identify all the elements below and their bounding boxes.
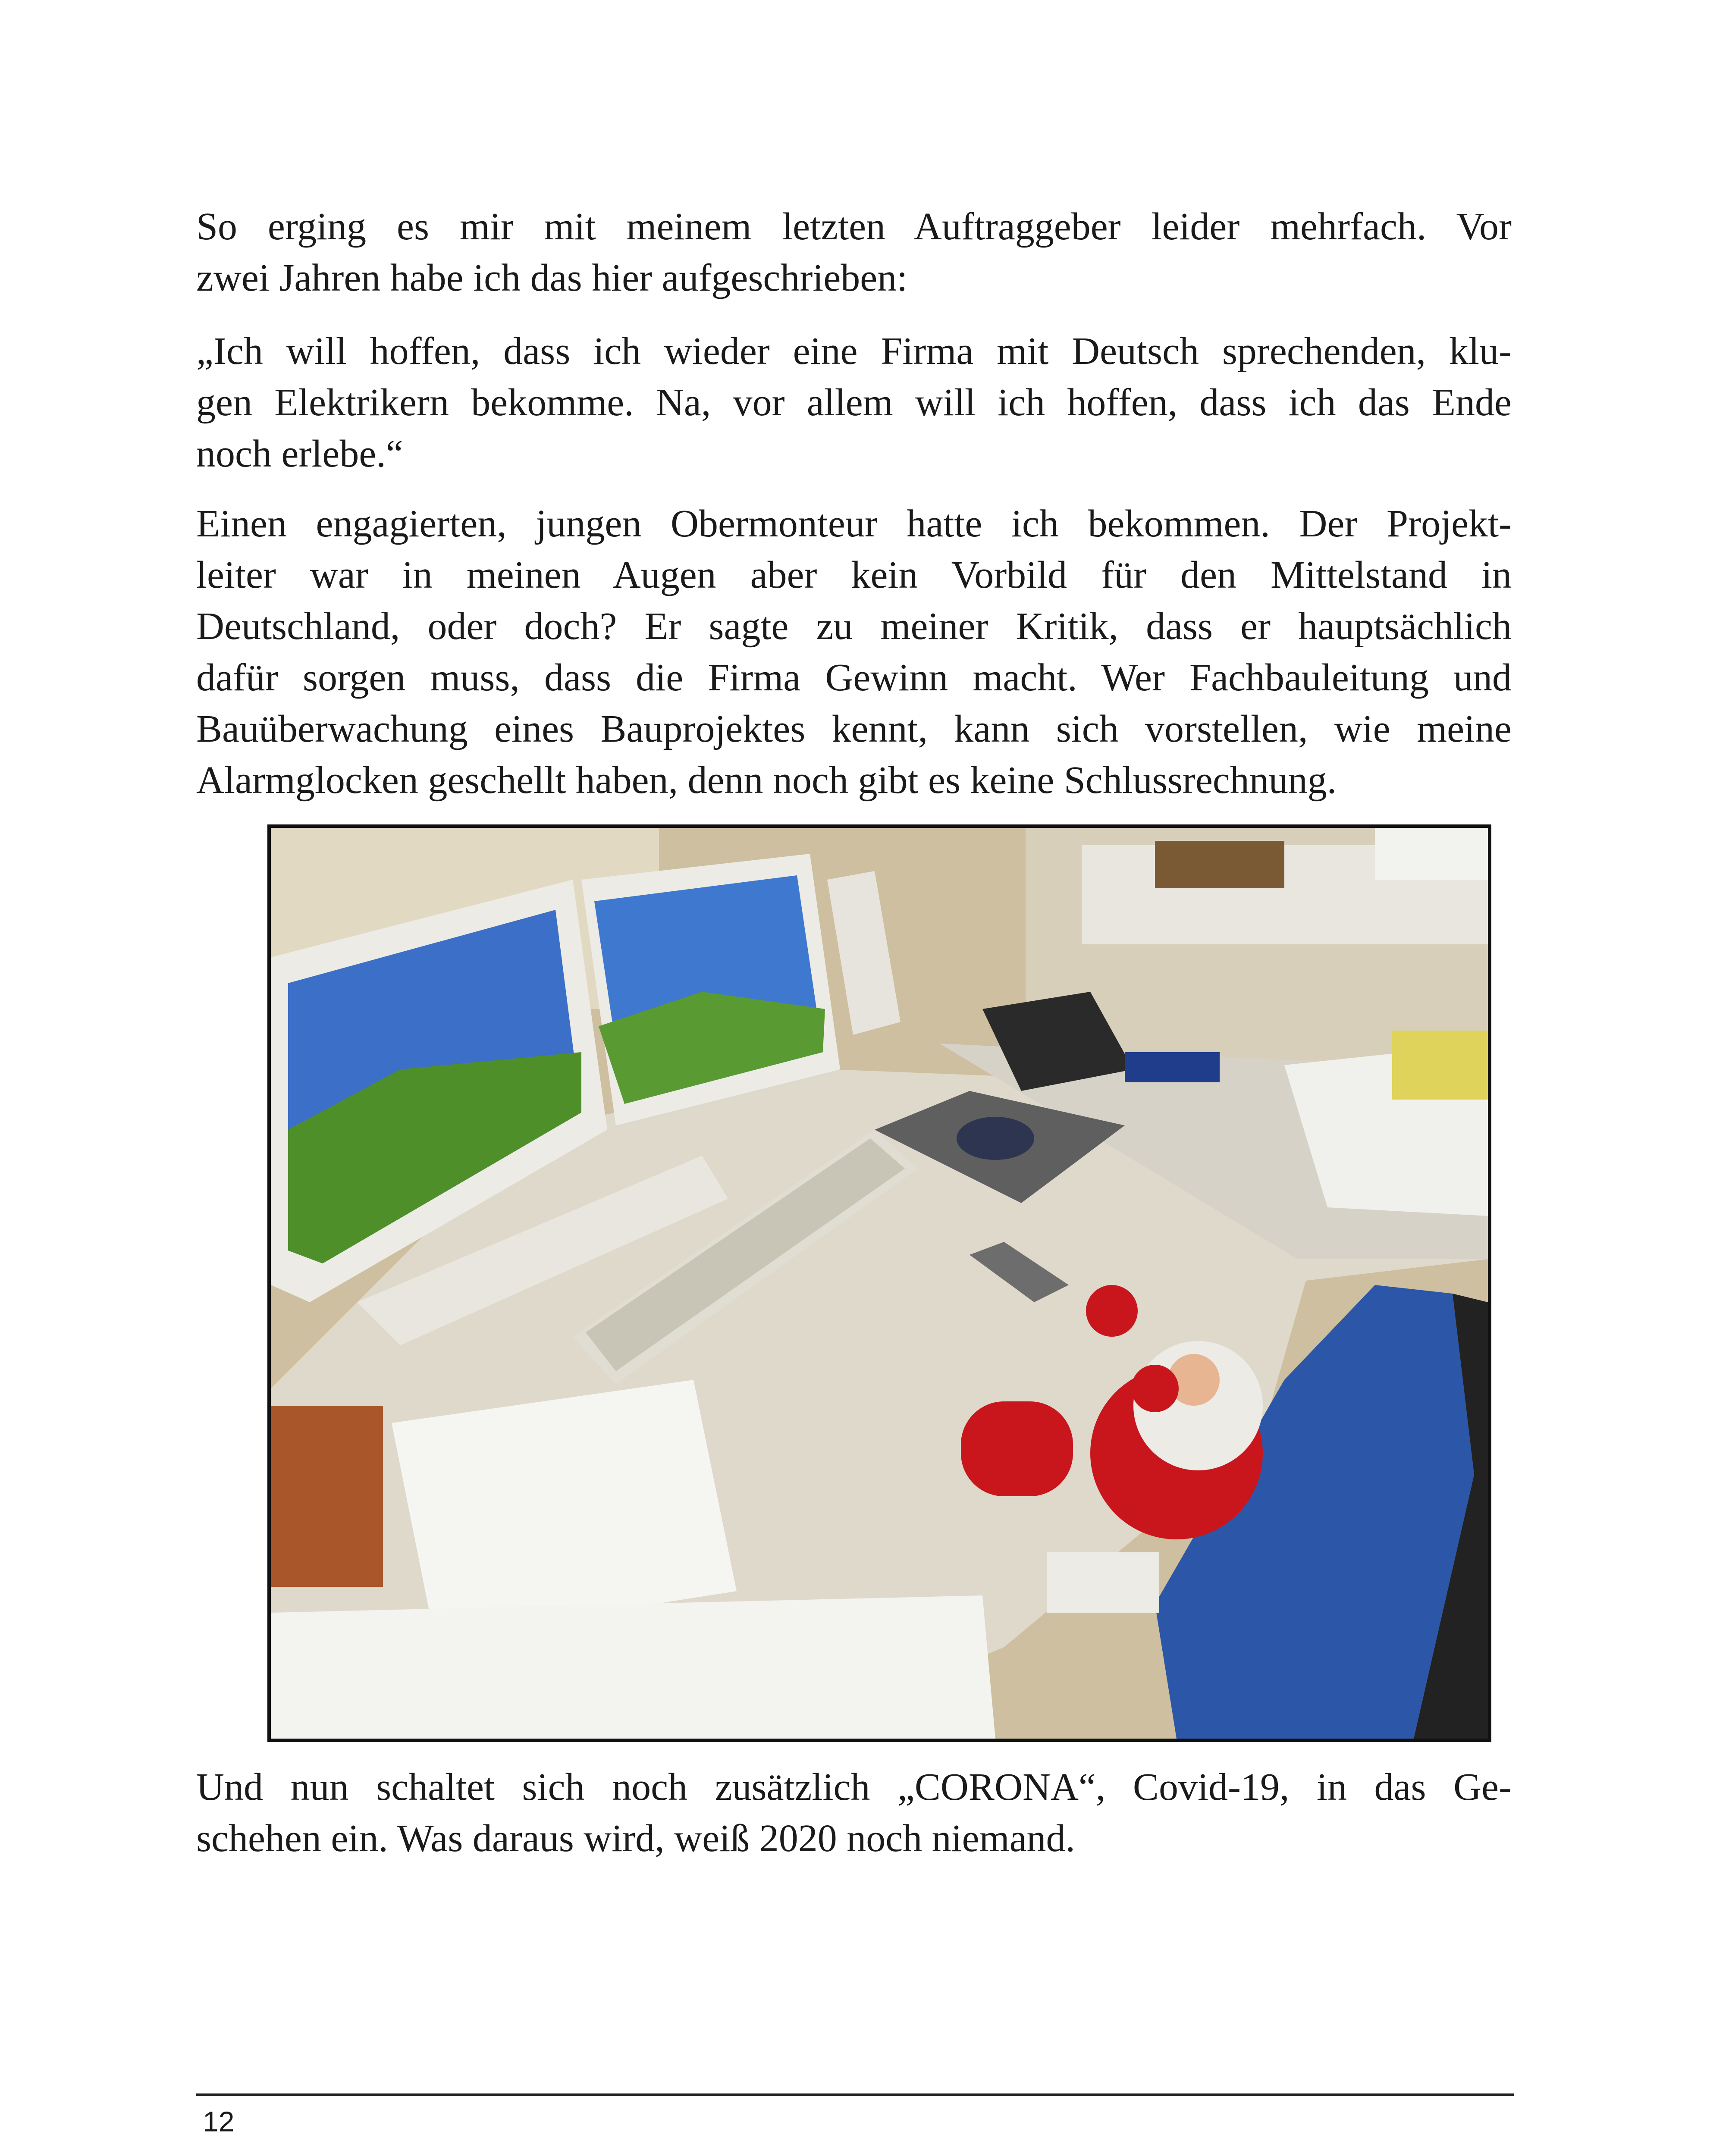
text-line: zwei Jahren habe ich das hier aufgeschrieben: xyxy=(196,257,908,299)
paragraph-corona xyxy=(196,1761,1512,1864)
text-line: Alarmglocken geschellt haben, denn noch gibt es keine Schlussrechnung. xyxy=(196,759,1337,802)
text-line: Bauüberwachung eines Bauprojektes kennt, kann sich vorstellen, wie meine xyxy=(196,708,1512,750)
paragraph-quote xyxy=(196,326,1512,479)
text-line: schehen ein. Was daraus wird, weiß 2020 noch niemand. xyxy=(196,1817,1076,1860)
paragraph-obermonteur xyxy=(196,498,1512,806)
text-line: „Ich will hoffen, dass ich wieder eine Firma mit Deutsch sprechenden, klu- xyxy=(196,330,1512,373)
text-line: noch erlebe.“ xyxy=(196,432,403,475)
desk-photo xyxy=(267,824,1491,1742)
text-line: Und nun schaltet sich noch zusätzlich „CORONA“, Covid-19, in das Ge- xyxy=(196,1766,1512,1808)
text-line: leiter war in meinen Augen aber kein Vorbild für den Mittelstand in xyxy=(196,554,1512,596)
page-number: 12 xyxy=(203,2106,235,2137)
text-line: Einen engagierten, jungen Obermonteur hatte ich bekommen. Der Projekt- xyxy=(196,502,1512,545)
desk-photo-illustration xyxy=(271,828,1488,1739)
paragraph-intro xyxy=(196,201,1512,304)
text-line: Deutschland, oder doch? Er sagte zu meiner Kritik, dass er hauptsächlich xyxy=(196,605,1512,648)
footer-rule xyxy=(196,2093,1514,2096)
text-line: gen Elektrikern bekomme. Na, vor allem will ich hoffen, dass ich das Ende xyxy=(196,381,1512,424)
text-line: dafür sorgen muss, dass die Firma Gewinn macht. Wer Fachbauleitung und xyxy=(196,656,1512,699)
text-line: So erging es mir mit meinem letzten Auftraggeber leider mehrfach. Vor xyxy=(196,205,1512,248)
